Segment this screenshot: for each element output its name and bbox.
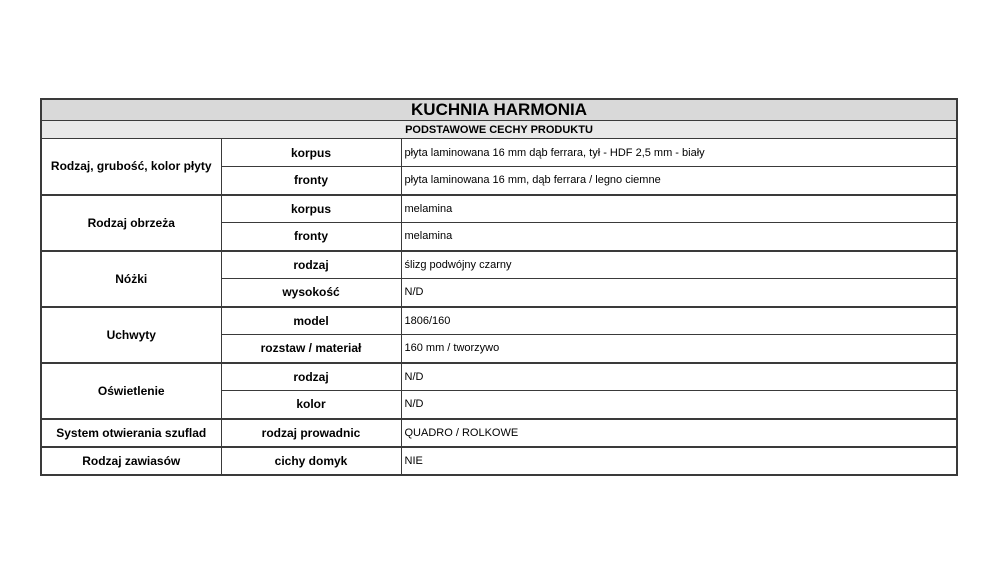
product-spec-table xyxy=(40,98,958,476)
attribute-label: model xyxy=(221,307,401,335)
attribute-label: fronty xyxy=(221,223,401,251)
table-row xyxy=(41,447,957,475)
table-row xyxy=(41,307,957,335)
attribute-value: N/D xyxy=(401,279,957,307)
group-label: System otwierania szuflad xyxy=(41,419,221,447)
attribute-label: korpus xyxy=(221,139,401,167)
attribute-label: wysokość xyxy=(221,279,401,307)
attribute-value: płyta laminowana 16 mm dąb ferrara, tył - HDF 2,5 mm - biały xyxy=(401,139,957,167)
attribute-value: melamina xyxy=(401,223,957,251)
group-label: Nóżki xyxy=(41,251,221,307)
attribute-label: kolor xyxy=(221,391,401,419)
attribute-value: melamina xyxy=(401,195,957,223)
attribute-label: cichy domyk xyxy=(221,447,401,475)
attribute-value: 160 mm / tworzywo xyxy=(401,335,957,363)
attribute-value: N/D xyxy=(401,391,957,419)
attribute-label: rodzaj prowadnic xyxy=(221,419,401,447)
attribute-label: korpus xyxy=(221,195,401,223)
group-label: Oświetlenie xyxy=(41,363,221,419)
group-label: Uchwyty xyxy=(41,307,221,363)
attribute-value: NIE xyxy=(401,447,957,475)
attribute-value: ślizg podwójny czarny xyxy=(401,251,957,279)
table-row xyxy=(41,251,957,279)
attribute-label: rodzaj xyxy=(221,251,401,279)
attribute-value: płyta laminowana 16 mm, dąb ferrara / legno ciemne xyxy=(401,167,957,195)
attribute-value: N/D xyxy=(401,363,957,391)
attribute-label: fronty xyxy=(221,167,401,195)
group-label: Rodzaj zawiasów xyxy=(41,447,221,475)
table-row xyxy=(41,139,957,167)
table-row xyxy=(41,419,957,447)
table-row xyxy=(41,363,957,391)
group-label: Rodzaj obrzeża xyxy=(41,195,221,251)
title-row xyxy=(41,99,957,121)
attribute-label: rodzaj xyxy=(221,363,401,391)
subtitle-row xyxy=(41,121,957,139)
attribute-value: 1806/160 xyxy=(401,307,957,335)
group-label: Rodzaj, grubość, kolor płyty xyxy=(41,139,221,195)
product-title: KUCHNIA HARMONIA xyxy=(41,99,957,121)
table-row xyxy=(41,195,957,223)
attribute-value: QUADRO / ROLKOWE xyxy=(401,419,957,447)
section-subtitle: PODSTAWOWE CECHY PRODUKTU xyxy=(41,121,957,139)
attribute-label: rozstaw / materiał xyxy=(221,335,401,363)
